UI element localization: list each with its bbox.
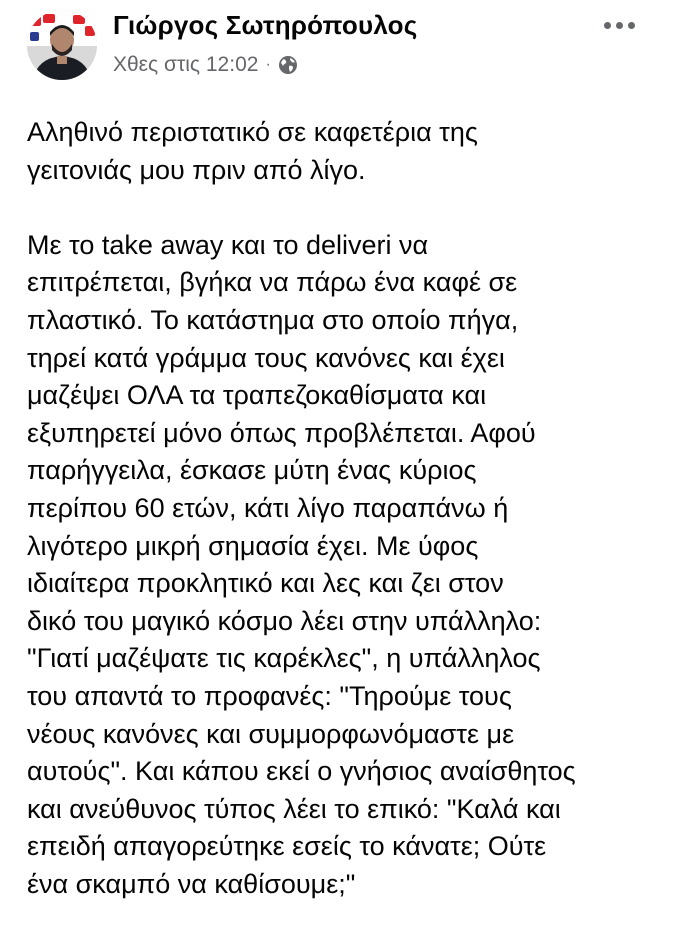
post-header	[0, 0, 675, 96]
globe-icon[interactable]	[278, 55, 298, 75]
text-line: επειδή απαγορεύτηκε εσείς το κάνατε; Ούτε	[27, 831, 547, 862]
text-line: νέους κανόνες και συμμορφωνόμαστε με	[27, 718, 515, 749]
text-line: τηρεί κατά γράμμα τους κανόνες και έχει	[27, 342, 505, 373]
avatar-image	[27, 10, 97, 80]
post-timestamp[interactable]: Χθες στις 12:02	[113, 53, 259, 76]
text-line: περίπου 60 ετών, κάτι λίγο παραπάνω ή	[27, 492, 509, 523]
meta-separator: ·	[265, 56, 271, 73]
text-line: ιδιαίτερα προκλητικό και λες και ζει στον	[27, 568, 504, 599]
more-dots-icon	[628, 22, 635, 29]
text-line: γειτονιάς μου πριν από λίγο.	[27, 154, 366, 185]
more-dots-icon	[616, 22, 623, 29]
author-name[interactable]: Γιώργος Σωτηρόπουλος	[113, 10, 418, 40]
text-line: πλαστικό. Το κατάστημα στο οποίο πήγα,	[27, 304, 519, 335]
text-line: Αληθινό περιστατικό σε καφετέρια της	[27, 117, 478, 147]
more-dots-icon	[604, 22, 611, 29]
post-meta	[113, 53, 298, 77]
post-text	[27, 114, 662, 903]
text-line: Με το take away και το deliveri να	[27, 229, 429, 260]
avatar[interactable]	[27, 10, 97, 80]
text-line: επιτρέπεται, βγήκα να πάρω ένα καφέ σε	[27, 267, 518, 298]
text-line: του απαντά το προφανές: "Τηρούμε τους	[27, 680, 512, 711]
text-line: "Γιατί μαζέψατε τις καρέκλες", η υπάλληλος	[27, 643, 541, 674]
text-line: μαζέψει ΟΛΑ τα τραπεζοκαθίσματα και	[27, 380, 487, 411]
text-line: αυτούς". Και κάπου εκεί ο γνήσιος αναίσθητος	[27, 756, 576, 787]
text-line: δικό του μαγικό κόσμο λέει στην υπάλληλο:	[27, 605, 542, 636]
text-line: και ανεύθυνος τύπος λέει το επικό: "Καλά και	[27, 793, 561, 824]
more-options-button[interactable]	[597, 10, 641, 40]
text-line: παρήγγειλα, έσκασε μύτη ένας κύριος	[27, 455, 477, 486]
text-line: ένα σκαμπό να καθίσουμε;"	[27, 868, 356, 899]
text-line: λιγότερο μικρή σημασία έχει. Με ύφος	[27, 530, 479, 561]
text-line: εξυπηρετεί μόνο όπως προβλέπεται. Αφού	[27, 417, 536, 448]
paragraph-break	[27, 189, 662, 227]
